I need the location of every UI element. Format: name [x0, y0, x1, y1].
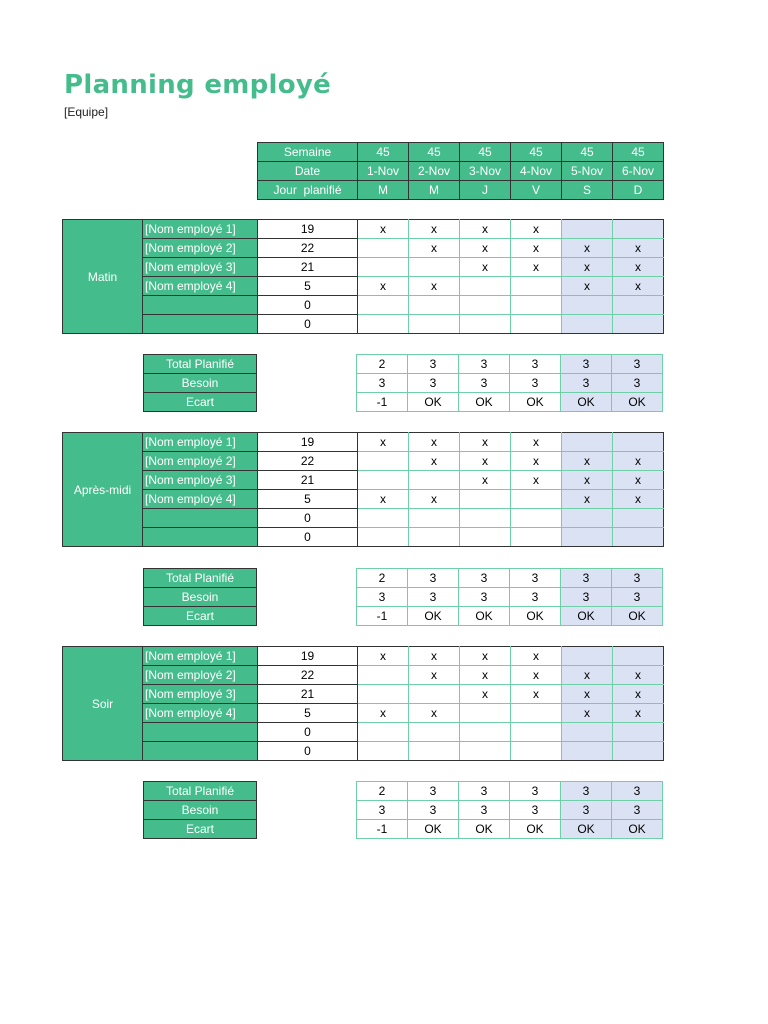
schedule-cell[interactable]: x [613, 490, 664, 509]
team-name[interactable]: [Equipe] [64, 105, 109, 119]
schedule-cell[interactable]: x [562, 452, 613, 471]
totals-cell[interactable]: 3 [408, 569, 459, 588]
header-cell[interactable]: 6-Nov [613, 162, 664, 181]
table-row [63, 433, 664, 452]
totals-cell[interactable]: OK [408, 393, 459, 412]
totals-cell[interactable]: 3 [561, 569, 612, 588]
totals-label: Besoin [144, 801, 257, 820]
header-label: Date [258, 162, 358, 181]
header-row-week [258, 143, 664, 162]
employee-name-cell[interactable]: [Nom employé 4] [143, 277, 258, 296]
shift-label: Matin [63, 220, 143, 334]
schedule-cell[interactable]: x [460, 647, 511, 666]
schedule-cell[interactable]: x [409, 220, 460, 239]
schedule-cell[interactable] [613, 315, 664, 334]
schedule-cell[interactable]: x [511, 685, 562, 704]
header-cell[interactable]: 45 [613, 143, 664, 162]
schedule-cell[interactable]: x [511, 239, 562, 258]
schedule-cell[interactable]: x [409, 666, 460, 685]
totals-cell[interactable]: 3 [357, 374, 408, 393]
schedule-cell[interactable]: x [409, 433, 460, 452]
schedule-cell[interactable] [613, 509, 664, 528]
schedule-cell[interactable]: x [460, 452, 511, 471]
schedule-cell[interactable] [562, 296, 613, 315]
totals-cell[interactable]: 3 [408, 355, 459, 374]
totals-label: Besoin [144, 374, 257, 393]
schedule-cell[interactable]: x [409, 704, 460, 723]
hours-cell[interactable]: 19 [258, 433, 358, 452]
schedule-cell[interactable] [511, 490, 562, 509]
totals-label: Total Planifié [144, 569, 257, 588]
totals-cell[interactable]: 3 [561, 782, 612, 801]
schedule-cell[interactable] [562, 723, 613, 742]
spacer [257, 607, 357, 626]
table-row [63, 258, 664, 277]
totals-cell[interactable]: 3 [510, 374, 561, 393]
totals-cell[interactable]: 3 [612, 569, 663, 588]
spacer [257, 374, 357, 393]
schedule-cell[interactable] [511, 704, 562, 723]
schedule-cell[interactable] [511, 742, 562, 761]
header-cell[interactable]: M [409, 181, 460, 200]
employee-name-cell[interactable]: [Nom employé 1] [143, 433, 258, 452]
schedule-cell[interactable] [562, 742, 613, 761]
hours-cell[interactable]: 19 [258, 220, 358, 239]
schedule-cell[interactable] [358, 296, 409, 315]
schedule-cell[interactable] [409, 685, 460, 704]
totals-cell[interactable]: OK [510, 393, 561, 412]
employee-name-cell[interactable] [143, 723, 258, 742]
schedule-cell[interactable]: x [613, 704, 664, 723]
totals-label: Total Planifié [144, 355, 257, 374]
schedule-cell[interactable] [409, 315, 460, 334]
hours-cell[interactable]: 0 [258, 723, 358, 742]
header-cell[interactable]: 4-Nov [511, 162, 562, 181]
totals-cell[interactable]: OK [459, 820, 510, 839]
schedule-cell[interactable] [613, 647, 664, 666]
schedule-cell[interactable] [613, 433, 664, 452]
schedule-cell[interactable]: x [460, 239, 511, 258]
totals-row [144, 355, 663, 374]
totals-row [144, 393, 663, 412]
shift-table [62, 646, 664, 761]
schedule-cell[interactable] [613, 723, 664, 742]
totals-cell[interactable]: OK [612, 393, 663, 412]
schedule-cell[interactable]: x [358, 647, 409, 666]
schedule-cell[interactable]: x [358, 490, 409, 509]
schedule-cell[interactable] [460, 742, 511, 761]
schedule-cell[interactable] [358, 452, 409, 471]
employee-name-cell[interactable]: [Nom employé 4] [143, 704, 258, 723]
totals-table [143, 354, 663, 412]
table-row [63, 315, 664, 334]
header-row-day [258, 181, 664, 200]
schedule-cell[interactable]: x [358, 220, 409, 239]
header-cell[interactable]: 45 [409, 143, 460, 162]
header-cell[interactable]: 3-Nov [460, 162, 511, 181]
header-cell[interactable]: V [511, 181, 562, 200]
header-cell[interactable]: 2-Nov [409, 162, 460, 181]
schedule-cell[interactable]: x [358, 277, 409, 296]
totals-label: Ecart [144, 393, 257, 412]
header-cell[interactable]: D [613, 181, 664, 200]
spacer [257, 782, 357, 801]
totals-cell[interactable]: 3 [510, 355, 561, 374]
table-row [63, 296, 664, 315]
schedule-cell[interactable]: x [562, 704, 613, 723]
schedule-cell[interactable]: x [460, 258, 511, 277]
totals-cell[interactable]: 3 [510, 588, 561, 607]
schedule-cell[interactable] [460, 296, 511, 315]
schedule-cell[interactable] [460, 315, 511, 334]
table-row [63, 685, 664, 704]
totals-label: Besoin [144, 588, 257, 607]
employee-name-cell[interactable]: [Nom employé 2] [143, 666, 258, 685]
totals-cell[interactable]: 3 [612, 588, 663, 607]
schedule-cell[interactable] [613, 296, 664, 315]
schedule-cell[interactable]: x [562, 239, 613, 258]
schedule-cell[interactable]: x [562, 258, 613, 277]
employee-name-cell[interactable]: [Nom employé 2] [143, 452, 258, 471]
schedule-cell[interactable]: x [613, 277, 664, 296]
schedule-cell[interactable] [409, 742, 460, 761]
table-row [63, 666, 664, 685]
totals-label: Ecart [144, 820, 257, 839]
totals-cell[interactable]: 3 [408, 588, 459, 607]
schedule-cell[interactable] [460, 277, 511, 296]
schedule-cell[interactable] [562, 647, 613, 666]
schedule-cell[interactable]: x [358, 704, 409, 723]
totals-cell[interactable]: -1 [357, 607, 408, 626]
schedule-cell[interactable]: x [613, 666, 664, 685]
schedule-cell[interactable] [460, 723, 511, 742]
page-title: Planning employé [64, 70, 332, 100]
hours-cell[interactable]: 22 [258, 666, 358, 685]
totals-cell[interactable]: 3 [510, 782, 561, 801]
totals-cell[interactable]: 3 [561, 374, 612, 393]
header-cell[interactable]: M [358, 181, 409, 200]
employee-name-cell[interactable]: [Nom employé 3] [143, 685, 258, 704]
totals-cell[interactable]: 3 [612, 801, 663, 820]
header-table [257, 142, 664, 200]
shift-table [62, 219, 664, 334]
schedule-cell[interactable] [409, 528, 460, 547]
hours-cell[interactable]: 5 [258, 704, 358, 723]
spacer [257, 820, 357, 839]
table-row [63, 647, 664, 666]
schedule-cell[interactable]: x [511, 666, 562, 685]
totals-cell[interactable]: OK [459, 607, 510, 626]
hours-cell[interactable]: 21 [258, 258, 358, 277]
shift-label: Soir [63, 647, 143, 761]
table-row [63, 452, 664, 471]
schedule-cell[interactable]: x [613, 239, 664, 258]
header-cell[interactable]: 45 [460, 143, 511, 162]
hours-cell[interactable]: 5 [258, 277, 358, 296]
employee-name-cell[interactable]: [Nom employé 3] [143, 471, 258, 490]
schedule-cell[interactable] [358, 258, 409, 277]
totals-cell[interactable]: 3 [459, 588, 510, 607]
employee-name-cell[interactable]: [Nom employé 1] [143, 647, 258, 666]
schedule-cell[interactable] [358, 239, 409, 258]
schedule-cell[interactable] [460, 528, 511, 547]
totals-cell[interactable]: 3 [459, 569, 510, 588]
totals-cell[interactable]: 3 [357, 588, 408, 607]
totals-cell[interactable]: OK [510, 820, 561, 839]
header-cell[interactable]: 5-Nov [562, 162, 613, 181]
schedule-cell[interactable]: x [511, 433, 562, 452]
schedule-cell[interactable] [358, 685, 409, 704]
schedule-cell[interactable] [460, 490, 511, 509]
schedule-cell[interactable] [511, 509, 562, 528]
schedule-cell[interactable] [358, 471, 409, 490]
employee-name-cell[interactable] [143, 296, 258, 315]
totals-cell[interactable]: -1 [357, 820, 408, 839]
totals-cell[interactable]: 3 [561, 355, 612, 374]
schedule-cell[interactable] [358, 528, 409, 547]
totals-label: Ecart [144, 607, 257, 626]
totals-cell[interactable]: 3 [408, 374, 459, 393]
employee-name-cell[interactable]: [Nom employé 1] [143, 220, 258, 239]
totals-row [144, 588, 663, 607]
spacer [257, 801, 357, 820]
table-row [63, 723, 664, 742]
schedule-cell[interactable] [511, 528, 562, 547]
schedule-cell[interactable] [613, 220, 664, 239]
totals-table [143, 781, 663, 839]
totals-cell[interactable]: OK [561, 607, 612, 626]
totals-cell[interactable]: 3 [561, 801, 612, 820]
shift-table [62, 432, 664, 547]
schedule-cell[interactable] [460, 509, 511, 528]
hours-cell[interactable]: 0 [258, 742, 358, 761]
schedule-cell[interactable]: x [460, 666, 511, 685]
schedule-cell[interactable]: x [613, 258, 664, 277]
hours-cell[interactable]: 0 [258, 296, 358, 315]
schedule-cell[interactable] [562, 315, 613, 334]
totals-cell[interactable]: 2 [357, 355, 408, 374]
totals-cell[interactable]: 2 [357, 569, 408, 588]
totals-cell[interactable]: OK [510, 607, 561, 626]
schedule-cell[interactable] [409, 296, 460, 315]
hours-cell[interactable]: 22 [258, 452, 358, 471]
schedule-cell[interactable] [409, 723, 460, 742]
schedule-cell[interactable]: x [409, 239, 460, 258]
employee-name-cell[interactable]: [Nom employé 4] [143, 490, 258, 509]
table-row [63, 742, 664, 761]
employee-name-cell[interactable]: [Nom employé 2] [143, 239, 258, 258]
schedule-cell[interactable]: x [613, 685, 664, 704]
schedule-cell[interactable] [409, 471, 460, 490]
table-row [63, 277, 664, 296]
table-row [63, 471, 664, 490]
totals-row [144, 607, 663, 626]
totals-cell[interactable]: 3 [612, 782, 663, 801]
table-row [63, 220, 664, 239]
schedule-cell[interactable] [358, 315, 409, 334]
totals-label: Total Planifié [144, 782, 257, 801]
totals-cell[interactable]: 3 [510, 801, 561, 820]
schedule-cell[interactable]: x [511, 647, 562, 666]
schedule-cell[interactable]: x [358, 433, 409, 452]
schedule-cell[interactable] [358, 723, 409, 742]
schedule-cell[interactable]: x [511, 258, 562, 277]
totals-cell[interactable]: OK [459, 393, 510, 412]
table-row [63, 239, 664, 258]
totals-table [143, 568, 663, 626]
schedule-cell[interactable]: x [409, 647, 460, 666]
table-row [63, 490, 664, 509]
totals-cell[interactable]: 3 [612, 374, 663, 393]
totals-row [144, 820, 663, 839]
schedule-cell[interactable] [358, 666, 409, 685]
hours-cell[interactable]: 19 [258, 647, 358, 666]
schedule-cell[interactable] [562, 528, 613, 547]
totals-cell[interactable]: OK [408, 820, 459, 839]
hours-cell[interactable]: 0 [258, 315, 358, 334]
schedule-cell[interactable]: x [562, 277, 613, 296]
header-cell[interactable]: S [562, 181, 613, 200]
table-row [63, 704, 664, 723]
schedule-cell[interactable]: x [511, 452, 562, 471]
totals-cell[interactable]: 3 [561, 588, 612, 607]
schedule-cell[interactable] [511, 315, 562, 334]
totals-cell[interactable]: 2 [357, 782, 408, 801]
table-row [63, 509, 664, 528]
hours-cell[interactable]: 0 [258, 528, 358, 547]
totals-cell[interactable]: 3 [459, 782, 510, 801]
schedule-cell[interactable]: x [511, 471, 562, 490]
schedule-cell[interactable]: x [460, 433, 511, 452]
hours-cell[interactable]: 22 [258, 239, 358, 258]
employee-name-cell[interactable] [143, 742, 258, 761]
employee-name-cell[interactable] [143, 528, 258, 547]
header-row-date [258, 162, 664, 181]
header-cell[interactable]: 45 [511, 143, 562, 162]
spacer [257, 355, 357, 374]
schedule-cell[interactable] [460, 704, 511, 723]
schedule-cell[interactable]: x [613, 452, 664, 471]
schedule-cell[interactable]: x [409, 452, 460, 471]
totals-cell[interactable]: -1 [357, 393, 408, 412]
totals-cell[interactable]: OK [612, 820, 663, 839]
schedule-cell[interactable] [511, 296, 562, 315]
header-label: Jour planifié [258, 181, 358, 200]
totals-cell[interactable]: 3 [459, 801, 510, 820]
totals-cell[interactable]: 3 [357, 801, 408, 820]
employee-name-cell[interactable] [143, 315, 258, 334]
schedule-cell[interactable] [409, 258, 460, 277]
schedule-cell[interactable] [358, 509, 409, 528]
totals-cell[interactable]: 3 [408, 801, 459, 820]
totals-cell[interactable]: 3 [459, 355, 510, 374]
header-cell[interactable]: 1-Nov [358, 162, 409, 181]
schedule-cell[interactable] [613, 742, 664, 761]
schedule-cell[interactable] [511, 277, 562, 296]
totals-cell[interactable]: OK [561, 393, 612, 412]
schedule-cell[interactable]: x [613, 471, 664, 490]
schedule-cell[interactable] [409, 509, 460, 528]
hours-cell[interactable]: 5 [258, 490, 358, 509]
schedule-cell[interactable]: x [562, 490, 613, 509]
schedule-cell[interactable] [358, 742, 409, 761]
shift-label: Après-midi [63, 433, 143, 547]
schedule-cell[interactable] [562, 220, 613, 239]
schedule-cell[interactable] [511, 723, 562, 742]
hours-cell[interactable]: 21 [258, 471, 358, 490]
totals-cell[interactable]: 3 [459, 374, 510, 393]
schedule-cell[interactable]: x [409, 277, 460, 296]
schedule-cell[interactable] [613, 528, 664, 547]
schedule-cell[interactable]: x [562, 471, 613, 490]
totals-cell[interactable]: OK [408, 607, 459, 626]
header-cell[interactable]: 45 [562, 143, 613, 162]
employee-name-cell[interactable]: [Nom employé 3] [143, 258, 258, 277]
schedule-cell[interactable]: x [460, 220, 511, 239]
header-label: Semaine [258, 143, 358, 162]
schedule-cell[interactable]: x [460, 471, 511, 490]
totals-row [144, 374, 663, 393]
spacer [257, 569, 357, 588]
schedule-cell[interactable] [562, 509, 613, 528]
totals-cell[interactable]: 3 [408, 782, 459, 801]
totals-cell[interactable]: OK [612, 607, 663, 626]
totals-cell[interactable]: OK [561, 820, 612, 839]
hours-cell[interactable]: 21 [258, 685, 358, 704]
totals-cell[interactable]: 3 [612, 355, 663, 374]
totals-cell[interactable]: 3 [510, 569, 561, 588]
totals-row [144, 569, 663, 588]
totals-row [144, 801, 663, 820]
employee-name-cell[interactable] [143, 509, 258, 528]
schedule-cell[interactable] [562, 433, 613, 452]
schedule-cell[interactable]: x [511, 220, 562, 239]
schedule-cell[interactable]: x [562, 666, 613, 685]
header-cell[interactable]: J [460, 181, 511, 200]
schedule-cell[interactable]: x [562, 685, 613, 704]
table-row [63, 528, 664, 547]
spacer [257, 588, 357, 607]
spacer [257, 393, 357, 412]
totals-row [144, 782, 663, 801]
hours-cell[interactable]: 0 [258, 509, 358, 528]
header-cell[interactable]: 45 [358, 143, 409, 162]
schedule-cell[interactable]: x [460, 685, 511, 704]
schedule-cell[interactable]: x [409, 490, 460, 509]
